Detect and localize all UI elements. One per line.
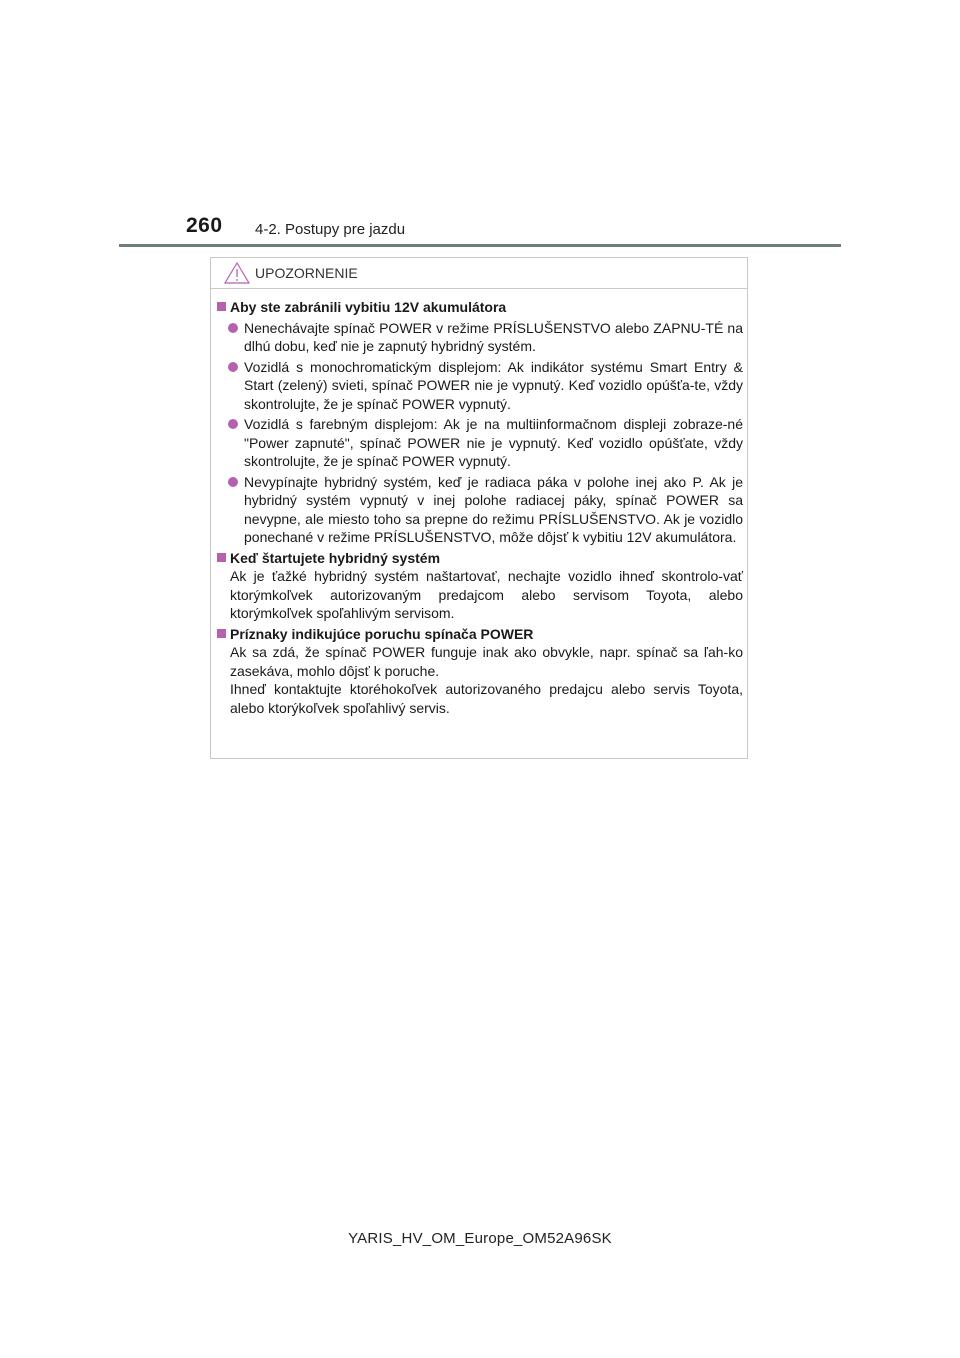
section-body [216,643,743,717]
section-title: 4-2. Postupy pre jazdu [255,221,406,238]
square-bullet-icon [217,629,226,638]
bullet-text: Vozidlá s monochromatickým displejom: Ak indikátor systému Smart Entry & Start (zelený) svieti, spínač POWER nie je vypnutý. Keď vozidlo opúšťa-te, vždy skontrolujte, že je spínač POWER vypnutý. [244,358,743,412]
dot-bullet-icon [228,323,238,333]
section-heading-text: Keď štartujete hybridný systém [230,549,441,566]
square-bullet-icon [217,553,226,562]
section-heading [216,298,743,317]
warning-section [216,549,743,623]
warning-triangle-icon [224,262,250,289]
warning-content [216,298,743,719]
section-heading [216,549,743,568]
warning-section [216,625,743,718]
warning-header [211,258,747,289]
bullet-item [216,473,743,547]
bullet-item [216,319,743,356]
warning-box [210,257,748,759]
section-body-line: Ihneď kontaktujte ktoréhokoľvek autorizovaného predajcu alebo servis Toyota, alebo ktorýkoľvek spoľahlivý servis. [230,681,743,716]
bullet-item [216,415,743,471]
section-heading-text: Príznaky indikujúce poruchu spínača POWER [230,625,534,642]
square-bullet-icon [217,302,226,311]
section-heading-text: Aby ste zabránili vybitiu 12V akumulátora [230,299,507,315]
dot-bullet-icon [228,419,238,429]
header-divider [119,244,841,247]
section-heading [216,625,743,644]
dot-bullet-icon [228,477,238,487]
bullet-text: Nevypínajte hybridný systém, keď je radiaca páka v polohe inej ako P. Ak je hybridný systém vypnutý v inej polohe radiacej páky, spínač POWER sa nevypne, ale miesto toho sa prepne do režimu PRÍSLUŠENSTVO. Ak je vozidlo ponechané v režime PRÍSLUŠENSTVO, môže dôjsť k vybitiu 12V akumulátora. [244,473,743,545]
dot-bullet-icon [228,362,238,372]
page-number: 260 [186,214,223,237]
document-id-footer: YARIS_HV_OM_Europe_OM52A96SK [348,1230,612,1247]
bullet-text: Vozidlá s farebným displejom: Ak je na multiinformačnom displeji zobraze-né "Power zapnuté", spínač POWER nie je vypnutý. Keď vozidlo opúšťate, vždy skontrolujte, že je spínač POWER vypnutý. [244,416,743,469]
warning-label: UPOZORNENIE [255,265,358,281]
bullet-text: Nenechávajte spínač POWER v režime PRÍSLUŠENSTVO alebo ZAPNU-TÉ na dlhú dobu, keď nie je zapnutý hybridný systém. [244,319,743,354]
bullet-item [216,358,743,414]
section-body: Ak je ťažké hybridný systém naštartovať, nechajte vozidlo ihneď skontrolo-vať ktorýmkoľvek autorizovaným predajcom alebo servisom Toyota, alebo ktorýmkoľvek spoľahlivým servisom. [230,568,743,621]
warning-section [216,298,743,547]
section-body-line: Ak sa zdá, že spínač POWER funguje inak ako obvykle, napr. spínač sa ľah-ko zasekáva, mohlo dôjsť k poruche. [230,644,743,679]
